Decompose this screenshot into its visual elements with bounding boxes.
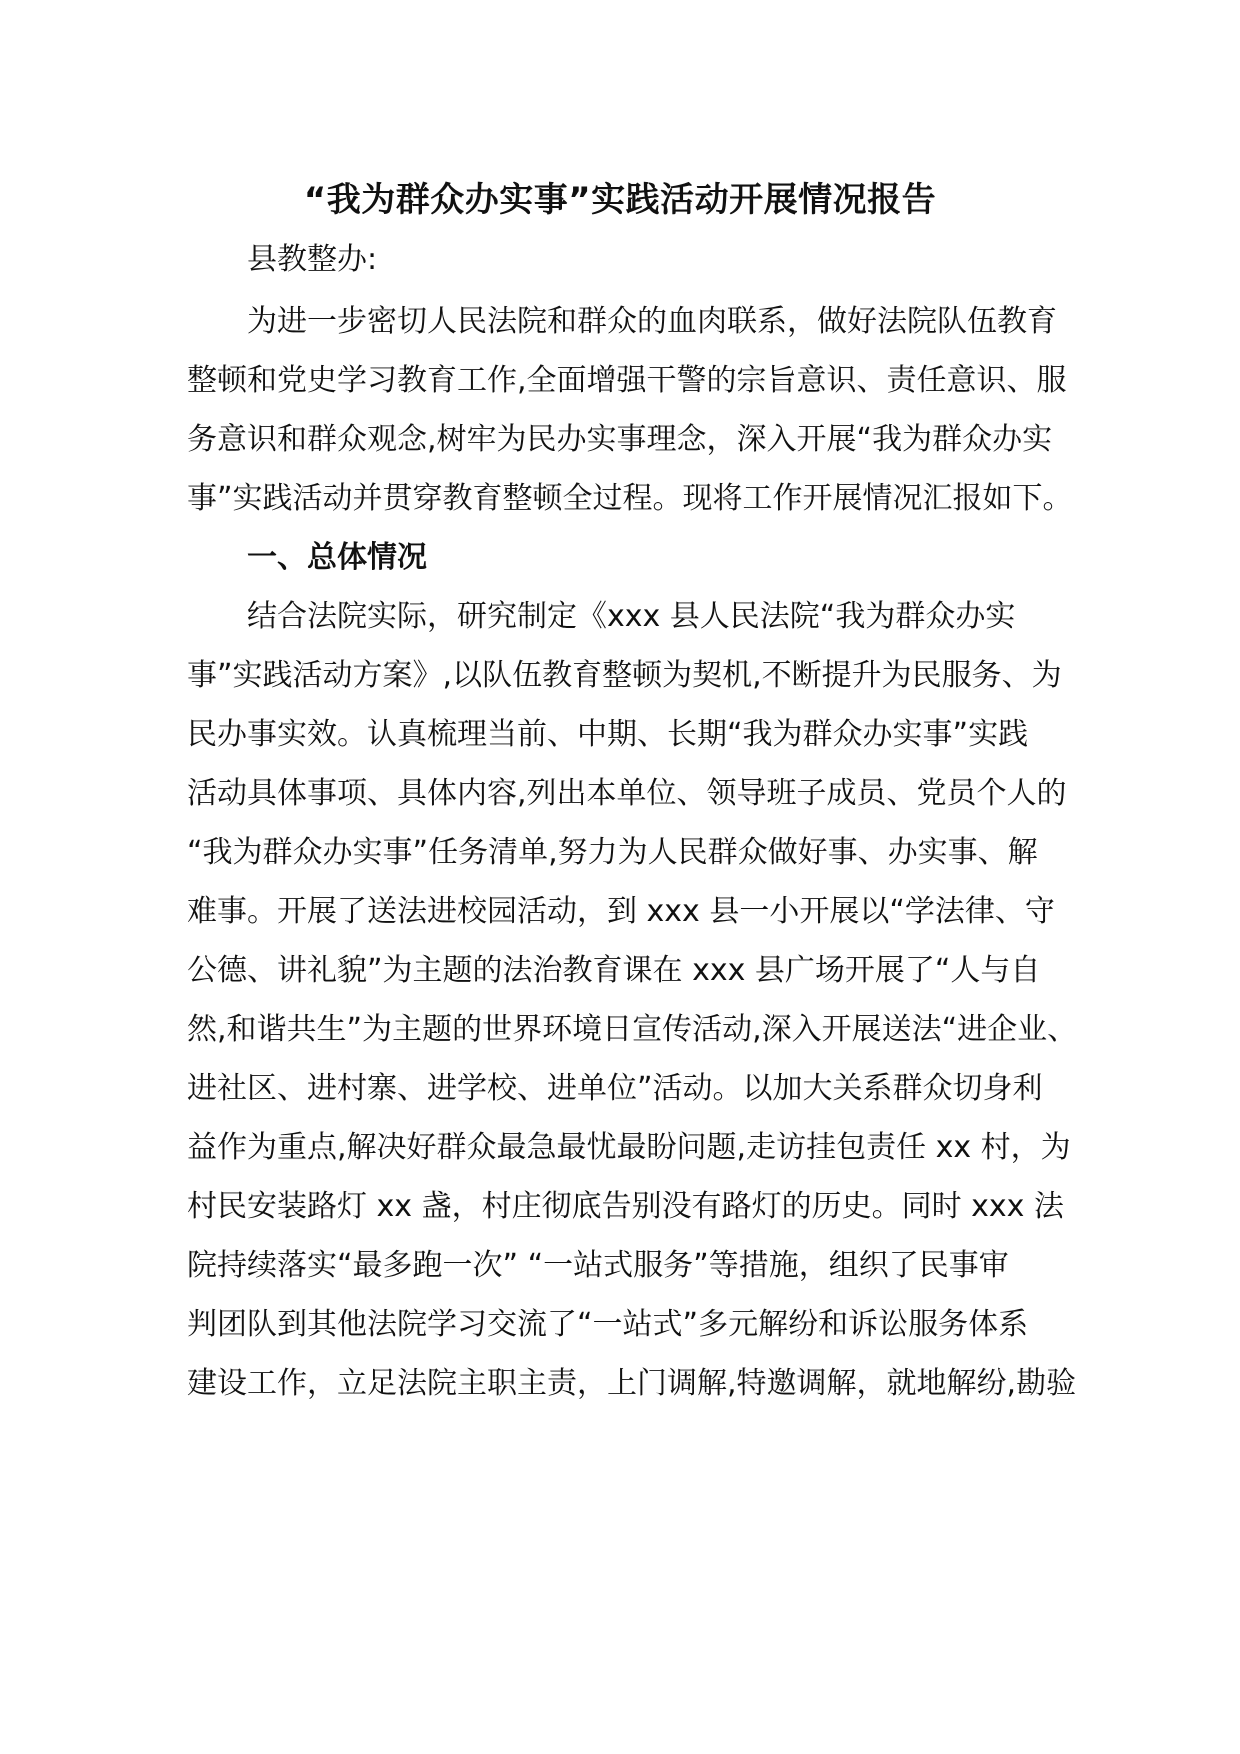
paragraph-line: 院持续落实“最多跑一次” “一站式服务”等措施，组织了民事审 [187, 1248, 1009, 1283]
paragraph-line: 结合法院实际，研究制定《xxx 县人民法院“我为群众办实 [247, 599, 1016, 634]
section-heading: 一、总体情况 [247, 540, 427, 575]
paragraph-line: 务意识和群众观念,树牢为民办实事理念，深入开展“我为群众办实 [187, 422, 1053, 457]
paragraph-line: 为进一步密切人民法院和群众的血肉联系，做好法院队伍教育 [247, 304, 1057, 339]
paragraph-line: 益作为重点,解决好群众最急最忧最盼问题,走访挂包责任 xx 村，为 [187, 1130, 1071, 1165]
paragraph-line: 活动具体事项、具体内容,列出本单位、领导班子成员、党员个人的 [187, 776, 1067, 811]
paragraph-line: 公德、讲礼貌”为主题的法治教育课在 xxx 县广场开展了“人与自 [187, 953, 1041, 988]
paragraph-line: 难事。开展了送法进校园活动，到 xxx 县一小开展以“学法律、守 [187, 894, 1055, 929]
paragraph-line: 判团队到其他法院学习交流了“一站式”多元解纷和诉讼服务体系 [187, 1307, 1029, 1342]
paragraph-line: “我为群众办实事”任务清单,努力为人民群众做好事、办实事、解 [187, 835, 1038, 870]
paragraph-line: 然,和谐共生”为主题的世界环境日宣传活动,深入开展送法“进企业、 [187, 1012, 1078, 1047]
paragraph-line: 事”实践活动并贯穿教育整顿全过程。现将工作开展情况汇报如下。 [187, 481, 1073, 516]
document-title: “我为群众办实事”实践活动开展情况报告 [303, 180, 937, 220]
paragraph-line: 村民安装路灯 xx 盏，村庄彻底告别没有路灯的历史。同时 xxx 法 [187, 1189, 1064, 1224]
paragraph-line: 事”实践活动方案》,以队伍教育整顿为契机,不断提升为民服务、为 [187, 658, 1062, 693]
paragraph-line: 进社区、进村寨、进学校、进单位”活动。以加大关系群众切身利 [187, 1071, 1043, 1106]
paragraph-line: 整顿和党史学习教育工作,全面增强干警的宗旨意识、责任意识、服 [187, 363, 1067, 398]
paragraph-line: 民办事实效。认真梳理当前、中期、长期“我为群众办实事”实践 [187, 717, 1029, 752]
salutation: 县教整办: [247, 242, 378, 277]
paragraph-line: 建设工作，立足法院主职主责，上门调解,特邀调解，就地解纷,勘验 [187, 1366, 1077, 1401]
